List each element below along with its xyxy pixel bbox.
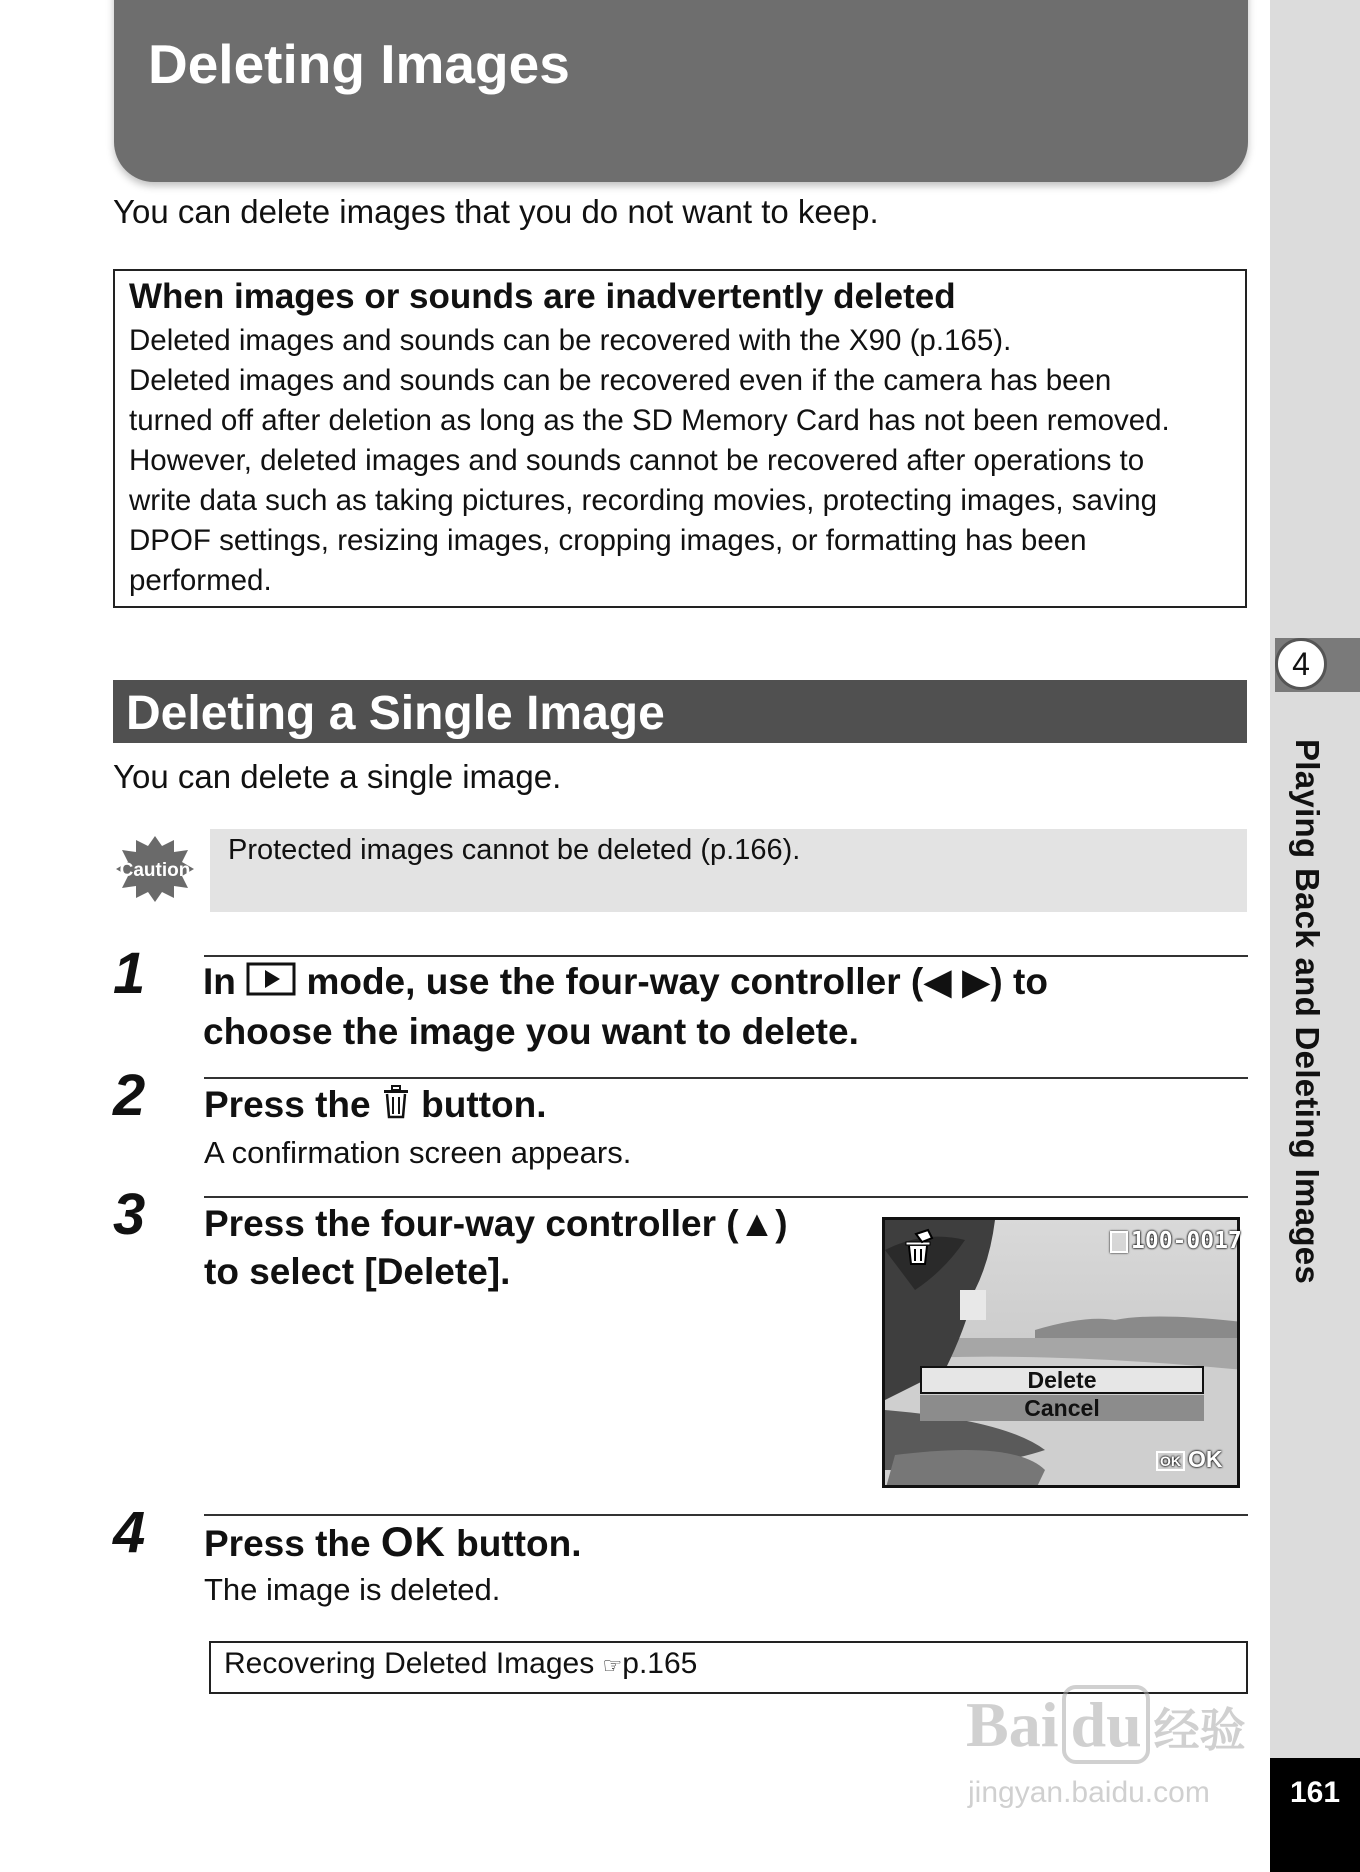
page-intro: You can delete images that you do not want to keep. [113,193,879,230]
section-intro: You can delete a single image. [113,758,562,795]
page-title: Deleting Images [148,33,570,95]
info-line: performed. [129,564,272,597]
step-1-text: mode, use the four-way controller ( [306,961,924,1002]
chapter-number: 4 [1275,638,1327,690]
step-divider [204,1514,1248,1516]
cancel-option[interactable]: Cancel [920,1395,1204,1421]
step-2-desc: A confirmation screen appears. [204,1135,632,1170]
info-line: However, deleted images and sounds cannot be recovered after operations to [129,444,1145,477]
pointing-hand-icon: ☞ [602,1653,623,1678]
watermark-brand-text: Bai [966,1689,1059,1760]
watermark-brand-text: du [1062,1685,1149,1764]
info-line: Deleted images and sounds can be recovered even if the camera has been [129,364,1112,397]
step-number: 1 [113,941,146,1006]
step-3-text: to select [Delete]. [204,1251,511,1292]
page-number: 161 [1270,1758,1360,1872]
ok-key-icon: OK [1156,1451,1185,1471]
section-title: Deleting a Single Image [126,687,665,740]
watermark-brand [966,1688,1246,1762]
sd-card-icon [1110,1231,1128,1253]
step-number: 2 [113,1063,146,1128]
chapter-title: Playing Back and Deleting Images [1289,739,1326,1285]
playback-mode-icon [246,960,296,1008]
info-line: turned off after deletion as long as the SD Memory Card has not been removed. [129,404,1170,437]
watermark-url: jingyan.baidu.com [968,1776,1210,1809]
step-4-title [204,1518,581,1568]
reference-text: Recovering Deleted Images [224,1647,595,1680]
info-line: Deleted images and sounds can be recovered with the X90 (p.165). [129,324,1012,357]
step-3-text: Press the four-way controller ( [204,1203,739,1244]
info-box-title: When images or sounds are inadvertently deleted [129,277,956,316]
reference-link[interactable]: p.165 [622,1647,698,1680]
step-3-title [204,1200,788,1296]
step-divider [204,955,1248,957]
ok-indicator [1156,1446,1223,1473]
trash-icon [381,1083,411,1131]
step-number: 4 [113,1500,146,1565]
caution-text: Protected images cannot be deleted (p.166). [228,834,801,866]
step-divider [204,1077,1248,1079]
info-line: DPOF settings, resizing images, cropping images, or formatting has been [129,524,1087,557]
step-1-text: choose the image you want to delete. [203,1011,859,1053]
step-1-title [203,958,1048,1056]
step-4-text: button. [456,1523,582,1564]
info-line: write data such as taking pictures, recording movies, protecting images, saving [129,484,1158,517]
left-right-arrows-icon: ◀ ▶ [923,961,991,1002]
delete-option[interactable]: Delete [920,1366,1204,1394]
caution-icon [114,834,196,904]
step-4-text: Press the [204,1523,371,1564]
file-number [1110,1228,1242,1254]
step-4-desc: The image is deleted. [204,1572,501,1607]
step-1-text: In [203,961,236,1002]
delete-screen-icon [898,1228,940,1268]
step-divider [204,1196,1248,1198]
ok-button-icon: OK [380,1518,446,1565]
file-number-text: 100-0017 [1131,1228,1242,1254]
step-2-title [204,1081,546,1131]
step-2-text: button. [421,1084,547,1125]
info-box [113,269,1247,608]
step-2-text: Press the [204,1084,371,1125]
ok-label: OK [1188,1446,1223,1472]
step-3-text: ) [775,1203,788,1244]
caution-label: Caution [119,860,191,881]
step-number: 3 [113,1182,146,1247]
step-1-text: ) to [990,961,1048,1002]
up-arrow-icon: ▲ [738,1203,776,1244]
watermark-cn-text: 经验 [1153,1703,1246,1757]
